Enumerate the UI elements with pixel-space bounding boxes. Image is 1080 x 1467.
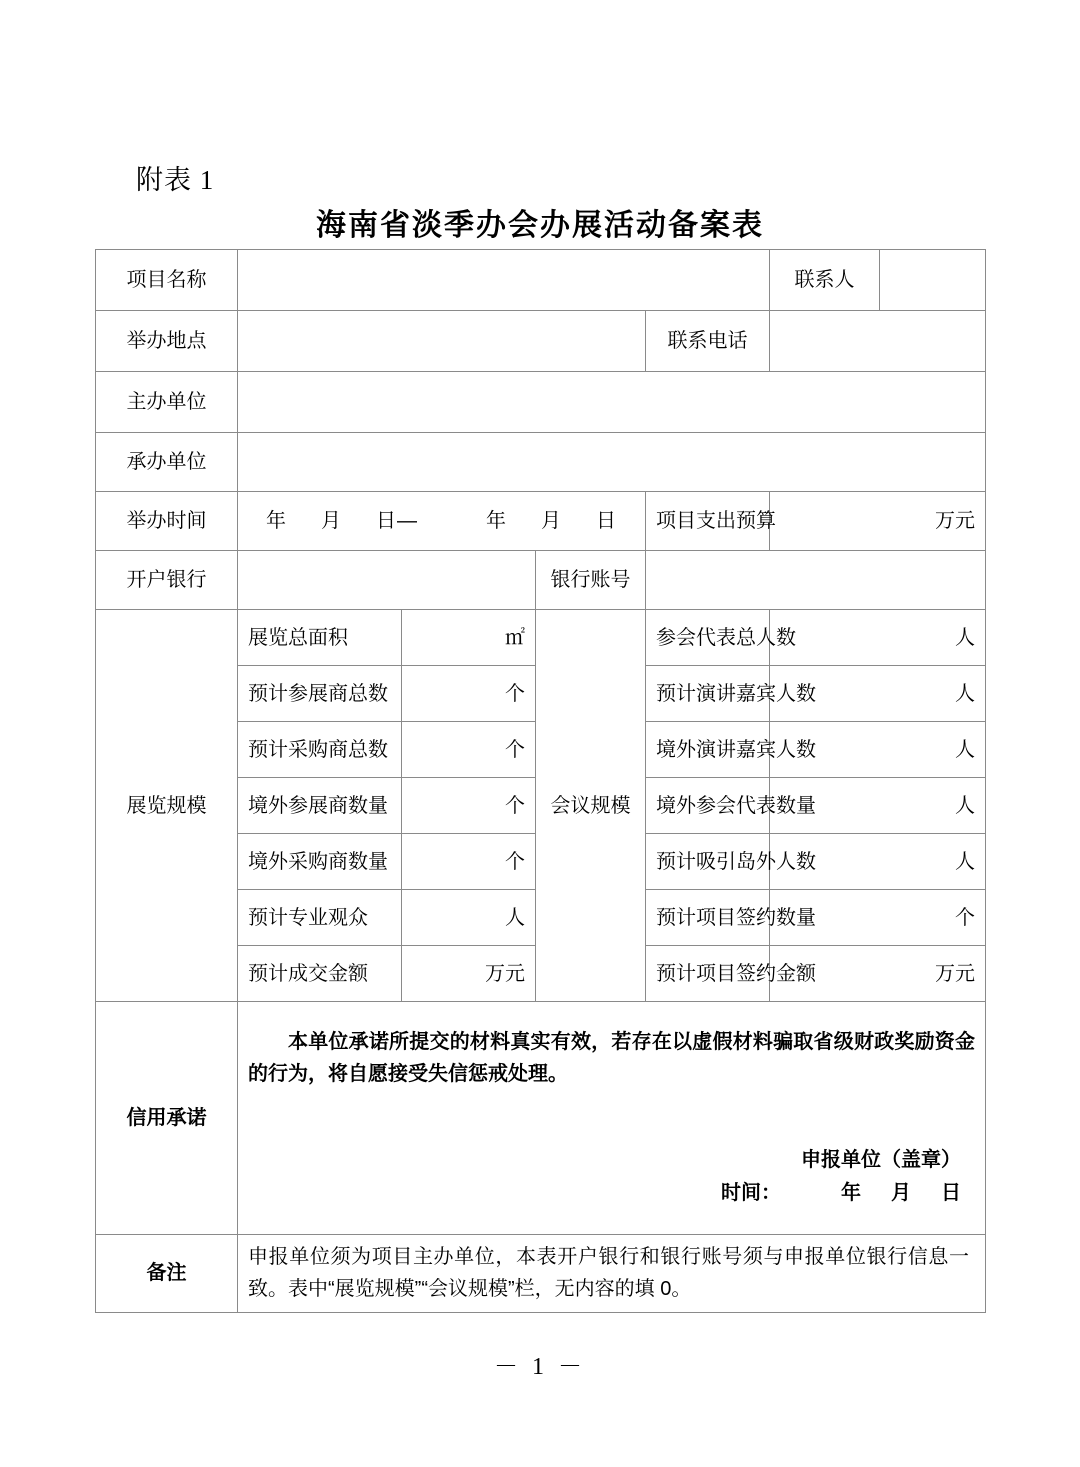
exhibition-scale-group-label: 展览规模	[96, 610, 238, 1002]
exhibition-scale-label-4: 境外参展商数量	[238, 778, 402, 834]
budget-label: 项目支出预算	[646, 492, 770, 551]
conference-scale-label-5: 预计吸引岛外人数	[646, 834, 770, 890]
table-row-project-name	[96, 250, 986, 311]
conference-scale-unit-3: 人	[955, 738, 975, 761]
exhibition-scale-value-3[interactable]	[402, 722, 536, 778]
credit-commitment-cell[interactable]	[238, 1002, 986, 1235]
contact-person-label: 联系人	[770, 250, 880, 311]
exhibition-scale-unit-6: 人	[505, 906, 525, 929]
time-value[interactable]	[238, 492, 646, 551]
conference-scale-label-4: 境外参会代表数量	[646, 778, 770, 834]
signature-unit: 申报单位（盖章）	[801, 1149, 961, 1172]
time-day-1: 日—	[376, 510, 418, 532]
exhibition-scale-value-1[interactable]	[402, 610, 536, 666]
conference-scale-unit-1: 人	[955, 626, 975, 649]
account-value[interactable]	[646, 551, 986, 610]
signature-month: 月	[891, 1182, 911, 1205]
budget-unit: 万元	[935, 510, 975, 532]
remark-text: 申报单位须为项目主办单位，本表开户银行和银行账号须与申报单位银行信息一致。表中“展览规模”“会议规模”栏，无内容的填 0。	[248, 1246, 969, 1301]
credit-commitment-text: 本单位承诺所提交的材料真实有效，若存在以虚假材料骗取省级财政奖励资金的行为，将自愿接受失信惩戒处理。	[248, 1030, 975, 1085]
conference-scale-label-2: 预计演讲嘉宾人数	[646, 666, 770, 722]
conference-scale-value-1[interactable]	[770, 610, 986, 666]
table-row-remark	[96, 1235, 986, 1313]
exhibition-scale-label-2: 预计参展商总数	[238, 666, 402, 722]
time-year-1: 年	[266, 510, 287, 532]
table-row-time	[96, 492, 986, 551]
exhibition-scale-unit-4: 个	[505, 794, 525, 817]
account-label: 银行账号	[536, 551, 646, 610]
contact-phone-label: 联系电话	[646, 311, 770, 372]
conference-scale-unit-4: 人	[955, 794, 975, 817]
exhibition-scale-value-2[interactable]	[402, 666, 536, 722]
page-number: － 1 －	[494, 1354, 586, 1380]
conference-scale-label-7: 预计项目签约金额	[646, 946, 770, 1002]
table-row-bank	[96, 551, 986, 610]
remark-cell[interactable]	[238, 1235, 986, 1313]
exhibition-scale-unit-5: 个	[505, 850, 525, 873]
conference-scale-unit-5: 人	[955, 850, 975, 873]
signature-year: 年	[841, 1182, 861, 1205]
time-month-1: 月	[321, 510, 342, 532]
attachment-label: 附表 1	[136, 165, 215, 195]
exhibition-scale-label-3: 预计采购商总数	[238, 722, 402, 778]
conference-scale-label-3: 境外演讲嘉宾人数	[646, 722, 770, 778]
budget-value-cell[interactable]	[770, 492, 986, 551]
exhibition-scale-value-5[interactable]	[402, 834, 536, 890]
conference-scale-group-label: 会议规模	[536, 610, 646, 1002]
organizer-value[interactable]	[238, 372, 986, 433]
conference-scale-unit-7: 万元	[935, 962, 975, 985]
contact-phone-value[interactable]	[770, 311, 986, 372]
venue-value[interactable]	[238, 311, 646, 372]
co-organizer-label: 承办单位	[96, 433, 238, 492]
exhibition-scale-unit-2: 个	[505, 682, 525, 705]
table-row-scale-1	[96, 610, 986, 666]
exhibition-scale-unit-3: 个	[505, 738, 525, 761]
time-day-2: 日	[596, 510, 617, 532]
project-name-value[interactable]	[238, 250, 770, 311]
exhibition-scale-unit-7: 万元	[485, 962, 525, 985]
time-month-2: 月	[541, 510, 562, 532]
signature-time-label: 时间：	[721, 1182, 781, 1205]
exhibition-scale-value-4[interactable]	[402, 778, 536, 834]
table-row-credit-commitment	[96, 1002, 986, 1235]
page-title: 海南省淡季办会办展活动备案表	[316, 209, 764, 242]
venue-label: 举办地点	[96, 311, 238, 372]
conference-scale-unit-2: 人	[955, 682, 975, 705]
exhibition-scale-value-6[interactable]	[402, 890, 536, 946]
signature-day: 日	[941, 1182, 961, 1205]
time-year-2: 年	[486, 510, 507, 532]
remark-label: 备注	[96, 1235, 238, 1313]
conference-scale-unit-6: 个	[955, 906, 975, 929]
bank-value[interactable]	[238, 551, 536, 610]
conference-scale-label-1: 参会代表总人数	[646, 610, 770, 666]
co-organizer-value[interactable]	[238, 433, 986, 492]
signature-date[interactable]	[248, 1177, 961, 1210]
signature-block	[248, 1144, 975, 1210]
time-label: 举办时间	[96, 492, 238, 551]
table-row-venue	[96, 311, 986, 372]
exhibition-scale-label-6: 预计专业观众	[238, 890, 402, 946]
exhibition-scale-unit-1: ㎡	[505, 626, 525, 649]
exhibition-scale-value-7[interactable]	[402, 946, 536, 1002]
exhibition-scale-label-1: 展览总面积	[238, 610, 402, 666]
contact-person-value[interactable]	[880, 250, 986, 311]
credit-commitment-label: 信用承诺	[96, 1002, 238, 1235]
organizer-label: 主办单位	[96, 372, 238, 433]
project-name-label: 项目名称	[96, 250, 238, 311]
conference-scale-label-6: 预计项目签约数量	[646, 890, 770, 946]
bank-label: 开户银行	[96, 551, 238, 610]
table-row-co-organizer	[96, 433, 986, 492]
exhibition-scale-label-7: 预计成交金额	[238, 946, 402, 1002]
exhibition-scale-label-5: 境外采购商数量	[238, 834, 402, 890]
registration-form-table	[95, 249, 986, 1313]
table-row-organizer	[96, 372, 986, 433]
